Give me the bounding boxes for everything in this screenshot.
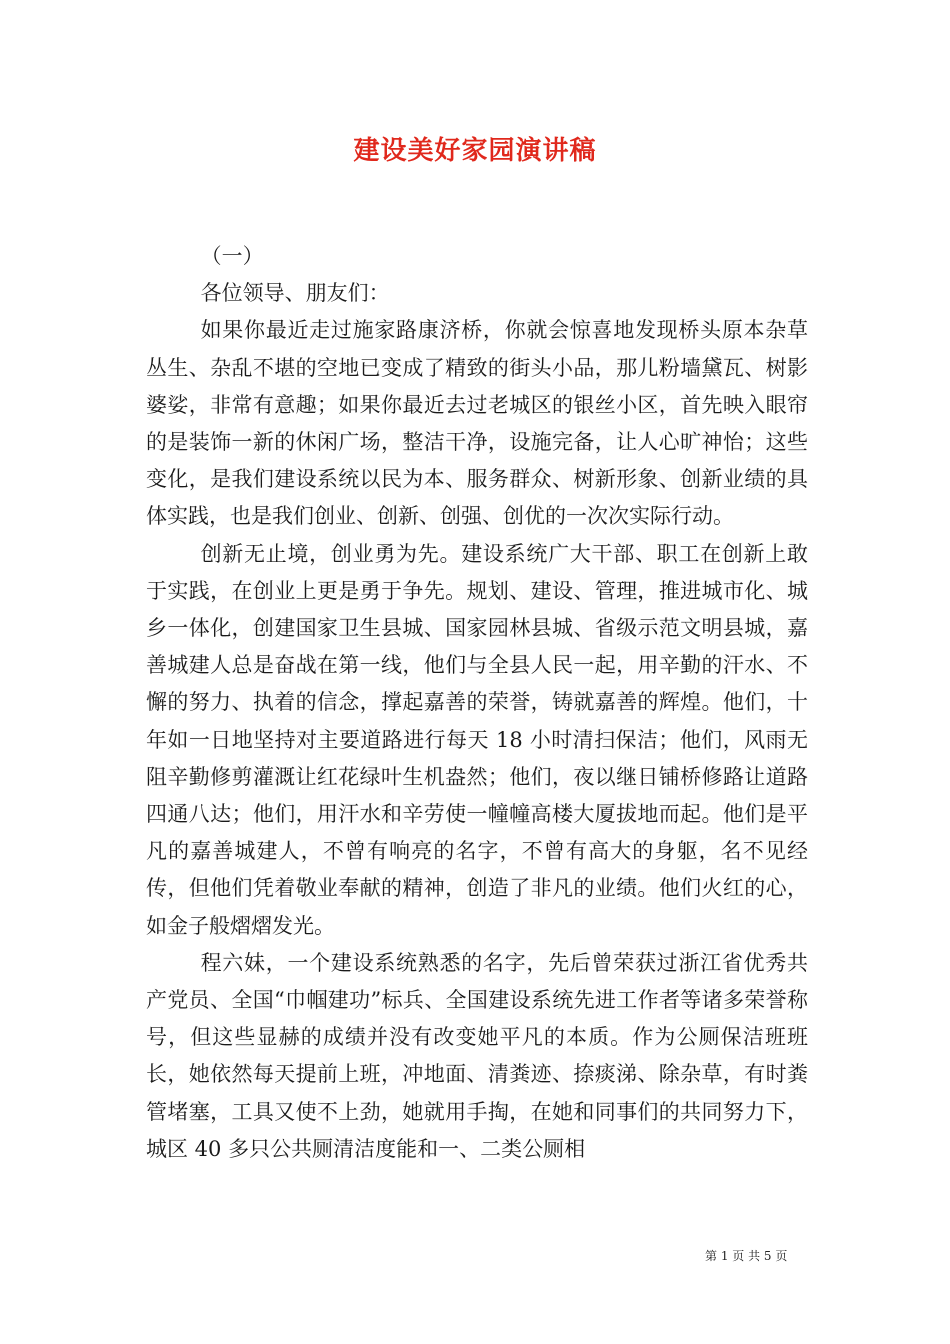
- document-body: [146, 238, 808, 1168]
- section-number: （一）: [200, 244, 264, 268]
- document-title: 建设美好家园演讲稿: [353, 136, 597, 166]
- body-paragraph: 如果你最近走过施家路康济桥，你就会惊喜地发现桥头原本杂草丛生、杂乱不堪的空地已变成了精致的街头小品，那儿粉墙黛瓦、树影婆娑，非常有意趣；如果你最近去过老城区的银丝小区，首先映入眼帘的是装饰一新的休闲广场，整洁干净，设施完备，让人心旷神怡；这些变化，是我们建设系统以民为本、服务群众、树新形象、创新业绩的具体实践，也是我们创业、创新、创强、创优的一次次实际行动。: [146, 318, 808, 529]
- page-number: 第 1 页 共 5 页: [705, 1249, 788, 1263]
- body-paragraph: 创新无止境，创业勇为先。建设系统广大干部、职工在创新上敢于实践，在创业上更是勇于争先。规划、建设、管理，推进城市化、城乡一体化，创建国家卫生县城、国家园林县城、省级示范文明县城，嘉善城建人总是奋战在第一线，他们与全县人民一起，用辛勤的汗水、不懈的努力、执着的信念，撑起嘉善的荣誉，铸就嘉善的辉煌。他们，十年如一日地坚持对主要道路进行每天 18 小时清扫保洁；他们，风雨无阻辛勤修剪灌溉让红花绿叶生机盎然；他们，夜以继日铺桥修路让道路四通八达；他们，用汗水和辛劳使一幢幢高楼大厦拔地而起。他们是平凡的嘉善城建人，不曾有响亮的名字，不曾有高大的身躯，名不见经传，但他们凭着敬业奉献的精神，创造了非凡的业绩。他们火红的心，如金子般熠熠发光。: [146, 541, 808, 938]
- body-paragraph: 程六妹，一个建设系统熟悉的名字，先后曾荣获过浙江省优秀共产党员、全国“巾帼建功”标兵、全国建设系统先进工作者等诸多荣誉称号，但这些显赫的成绩并没有改变她平凡的本质。作为公厕保洁班班长，她依然每天提前上班，冲地面、清粪迹、捺痰涕、除杂草，有时粪管堵塞，工具又使不上劲，她就用手掏，在她和同事们的共同努力下，城区 40 多只公共厕清洁度能和一、二类公厕相: [146, 950, 808, 1161]
- salutation: 各位领导、朋友们：: [200, 281, 390, 306]
